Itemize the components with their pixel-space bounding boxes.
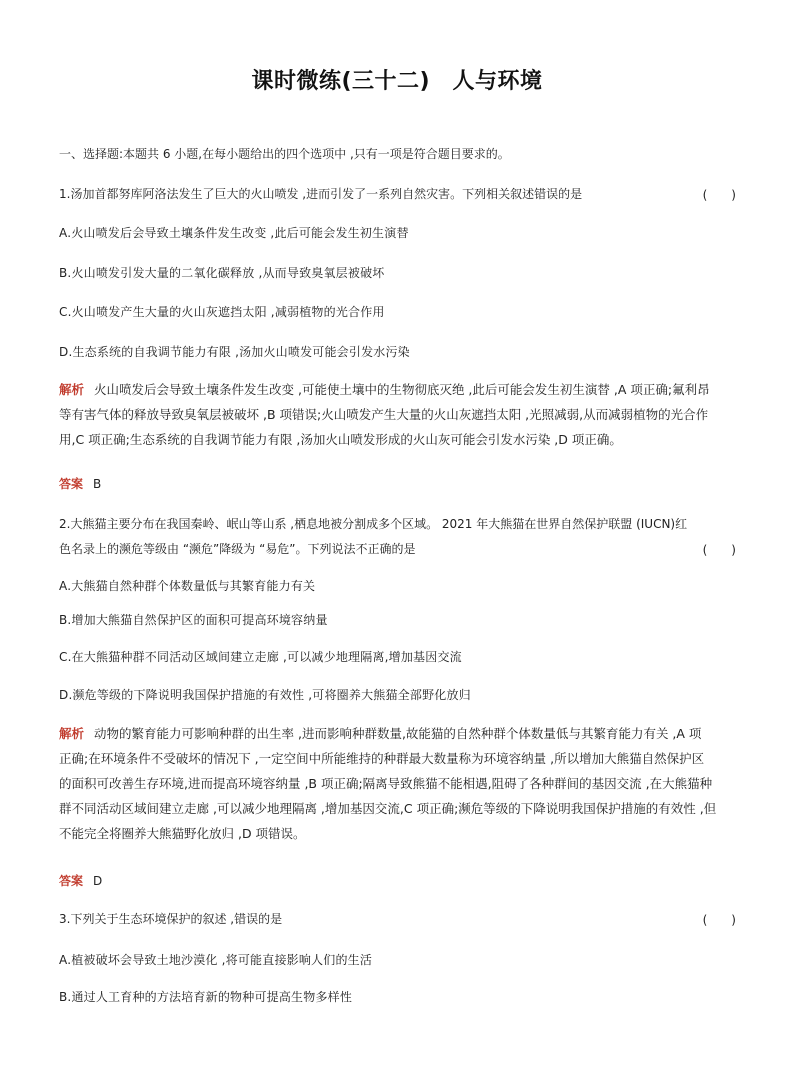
question-2-stem-line-1: 2.大熊猫主要分布在我国秦岭、岷山等山系 ,栖息地被分割成多个区域。 2021 年大熊猫在世界自然保护联盟 (IUCN)红 bbox=[59, 517, 688, 531]
question-3-stem: 3.下列关于生态环境保护的叙述 ,错误的是 bbox=[59, 912, 283, 926]
question-2-explanation bbox=[59, 721, 739, 846]
question-2-option-d: D.濒危等级的下降说明我国保护措施的有效性 ,可将圈养大熊猫全部野化放归 bbox=[59, 688, 471, 702]
question-3-answer-bracket: ( ) bbox=[702, 913, 736, 927]
question-2-option-a: A.大熊猫自然种群个体数量低与其繁育能力有关 bbox=[59, 579, 316, 593]
question-1-option-b: B.火山喷发引发大量的二氧化碳释放 ,从而导致臭氧层被破坏 bbox=[59, 266, 385, 280]
section-heading: 一、选择题:本题共 6 小题,在每小题给出的四个选项中 ,只有一项是符合题目要求的。 bbox=[59, 147, 510, 161]
explanation-label: 解析 bbox=[59, 726, 85, 741]
question-2-answer-bracket: ( ) bbox=[702, 543, 736, 557]
answer-label: 答案 bbox=[59, 477, 84, 491]
explanation-line: 正确;在环境条件不受破坏的情况下 ,一定空间中所能维持的种群最大数量称为环境容纳量 ,所以增加大熊猫自然保护区 bbox=[59, 751, 705, 766]
answer-value: B bbox=[93, 477, 102, 491]
explanation-line bbox=[59, 721, 739, 746]
question-1-option-c: C.火山喷发产生大量的火山灰遮挡太阳 ,减弱植物的光合作用 bbox=[59, 305, 385, 319]
question-1-answer-bracket: ( ) bbox=[702, 188, 736, 202]
question-3-option-a: A.植被破坏会导致土地沙漠化 ,将可能直接影响人们的生活 bbox=[59, 953, 373, 967]
explanation-line: 等有害气体的释放导致臭氧层被破坏 ,B 项错误;火山喷发产生大量的火山灰遮挡太阳 ,光照减弱,从而减弱植物的光合作 bbox=[59, 407, 709, 422]
question-2-stem-line-2: 色名录上的濒危等级由 “濒危”降级为 “易危”。下列说法不正确的是 bbox=[59, 542, 416, 556]
explanation-line: 用,C 项正确;生态系统的自我调节能力有限 ,汤加火山喷发形成的火山灰可能会引发水污染 ,D 项正确。 bbox=[59, 432, 622, 447]
explanation-text: 动物的繁育能力可影响种群的出生率 ,进而影响种群数量,故能猫的自然种群个体数量低与其繁育能力有关 ,A 项 bbox=[94, 726, 702, 741]
answer-value: D bbox=[93, 874, 103, 888]
question-2-answer bbox=[59, 873, 102, 889]
question-1-stem: 1.汤加首都努库阿洛法发生了巨大的火山喷发 ,进而引发了一系列自然灾害。下列相关叙述错误的是 bbox=[59, 187, 583, 201]
question-1-explanation bbox=[59, 377, 739, 452]
question-2-option-c: C.在大熊猫种群不同活动区域间建立走廊 ,可以减少地理隔离,增加基因交流 bbox=[59, 650, 462, 664]
explanation-text: 火山喷发后会导致土壤条件发生改变 ,可能使土壤中的生物彻底灭绝 ,此后可能会发生初生演替 ,A 项正确;氟利昂 bbox=[94, 382, 710, 397]
explanation-line: 的面积可改善生存环境,进而提高环境容纳量 ,B 项正确;隔离导致熊猫不能相遇,阻碍了各种群间的基因交流 ,在大熊猫种 bbox=[59, 776, 713, 791]
question-2-option-b: B.增加大熊猫自然保护区的面积可提高环境容纳量 bbox=[59, 613, 328, 627]
question-1-option-a: A.火山喷发后会导致土壤条件发生改变 ,此后可能会发生初生演替 bbox=[59, 226, 409, 240]
explanation-line bbox=[59, 377, 739, 402]
page-title: 课时微练(三十二) 人与环境 bbox=[251, 69, 543, 94]
question-1-option-d: D.生态系统的自我调节能力有限 ,汤加火山喷发可能会引发水污染 bbox=[59, 345, 410, 359]
question-3-option-b: B.通过人工育种的方法培育新的物种可提高生物多样性 bbox=[59, 990, 353, 1004]
question-1-answer bbox=[59, 476, 101, 492]
answer-label: 答案 bbox=[59, 874, 84, 888]
explanation-label: 解析 bbox=[59, 382, 85, 397]
explanation-line: 不能完全将圈养大熊猫野化放归 ,D 项错误。 bbox=[59, 826, 306, 841]
explanation-line: 群不同活动区域间建立走廊 ,可以减少地理隔离 ,增加基因交流,C 项正确;濒危等级的下降说明我国保护措施的有效性 ,但 bbox=[59, 801, 717, 816]
